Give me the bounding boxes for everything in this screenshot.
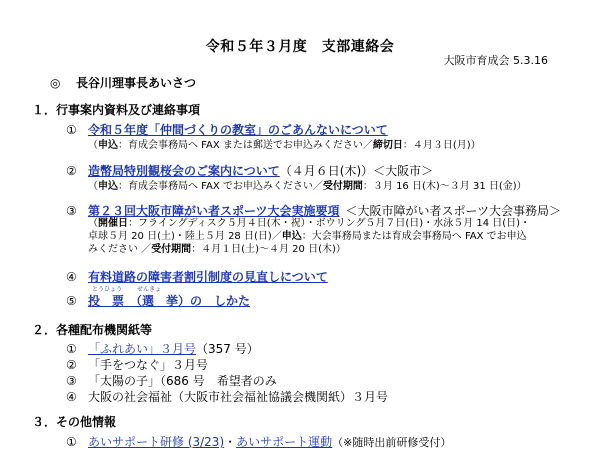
event-item-1	[66, 121, 388, 138]
greeting-heading	[50, 74, 196, 91]
toll-discount-link[interactable]: 有料道路の障害者割引制度の見直しについて	[88, 270, 328, 284]
note-text: みください ／	[88, 244, 152, 255]
note-text: ：育成会事務局へ FAX または郵送でお申込みください／	[118, 140, 373, 151]
event-item-3-note-line-3	[88, 243, 346, 256]
item-tail: （357 号）	[196, 342, 259, 356]
item-number: ④	[66, 270, 77, 284]
note-text: ：４月３日(月)）	[402, 140, 481, 151]
note-label: 申込	[98, 140, 118, 151]
note-text: ：３月 16 日(木)～３月 31 日(金)）	[362, 181, 527, 192]
event-item-5	[66, 292, 250, 309]
note-text: ：育成会事務局へ FAX でお申込みください／	[118, 181, 323, 192]
note-label: 受付期間	[322, 181, 363, 192]
note-label: 開催日	[98, 218, 128, 229]
item-number: ①	[66, 342, 77, 356]
sports-meet-link[interactable]: 第２３回大阪市障がい者スポーツ大会実施要項	[88, 204, 340, 218]
note-text: 卓球５月 20 日(土)・陸上５月 28 日(日)／	[88, 231, 282, 242]
publication-item-1	[66, 340, 259, 357]
section-3-title: ３．その他情報	[32, 415, 117, 429]
item-number: ①	[66, 435, 77, 449]
section-2-title: ２．各種配布機関紙等	[32, 323, 153, 337]
greeting-text: 長谷川理事長あいさつ	[76, 76, 197, 90]
event-item-4	[66, 268, 328, 285]
ruby-senkyo: せんきょ	[137, 286, 162, 293]
organization-date: 大阪市育成会 5.3.16	[443, 54, 548, 67]
item-text: 「手をつなぐ」３月号	[88, 358, 209, 372]
note-label: 申込	[281, 231, 302, 242]
ruby-touhyou: とうひょう	[92, 286, 123, 293]
note-label: 締切日	[372, 140, 403, 151]
note-text: ：大会事務局または育成会事務局へ FAX でお申込	[301, 231, 527, 242]
item-tail: （※随時出前研修受付）	[332, 436, 452, 449]
other-info-item-1	[66, 433, 451, 450]
publication-item-2	[66, 356, 208, 373]
event-item-3-note-line-2	[88, 230, 527, 243]
event-item-3-note-line-1: （開催日：フライングディスク５月４日(木・祝）・ボウリング５月７日(日)・水泳５月 14 日(日)・	[88, 218, 531, 229]
item-number: ③	[66, 374, 77, 388]
note-text: ：フライングディスク５月４日(木・祝）・ボウリング５月７日(日)・水泳５月 14 日(日)・	[128, 218, 531, 229]
event-item-2	[66, 162, 433, 179]
item-number: ⑤	[66, 294, 77, 308]
fureai-link[interactable]: 「ふれあい」３月号	[88, 342, 197, 356]
item-text: 大阪の社会福祉（大阪市社会福祉協議会機関紙）３月号	[88, 390, 389, 404]
publication-item-3	[66, 372, 277, 389]
ai-support-training-link[interactable]: あいサポート研修 (3/23)	[88, 435, 225, 449]
item-tail: （４月６日(木)）＜大阪市＞	[279, 164, 434, 178]
item-number: ②	[66, 358, 77, 372]
item-tail: ＜大阪市障がい者スポーツ大会事務局＞	[345, 204, 562, 218]
item-number: ④	[66, 390, 77, 404]
publication-item-4	[66, 388, 388, 405]
item-number: ①	[66, 123, 77, 137]
note-label: 申込	[98, 181, 118, 192]
mint-cherry-blossom-link[interactable]: 造幣局特別観桜会のご案内について	[88, 164, 280, 178]
item-number: ③	[66, 204, 77, 218]
document-title: 令和５年３月度 支部連絡会	[205, 39, 395, 55]
note-text: ：４月１日(土)～４月 20 日(木)）	[191, 244, 346, 255]
voting-guide-link[interactable]: 投 票 （選 挙）の しかた	[88, 294, 251, 308]
ai-support-movement-link[interactable]: あいサポート運動	[236, 435, 333, 449]
separator: ・	[224, 435, 237, 449]
class-guide-link[interactable]: 令和５年度「仲間づくりの教室」のごあんないについて	[88, 123, 388, 137]
item-number: ②	[66, 164, 77, 178]
note-label: 受付期間	[151, 244, 192, 255]
section-1-title: １．行事案内資料及び連絡事項	[32, 103, 201, 117]
event-item-1-note: （申込：育成会事務局へ FAX または郵送でお申込みください／締切日：４月３日(月)）	[88, 140, 481, 151]
double-circle-icon: ◎	[50, 76, 61, 90]
item-text: 「太陽の子」（686 号 希望者のみ	[88, 374, 277, 388]
event-item-2-note: （申込：育成会事務局へ FAX でお申込みください／受付期間：３月 16 日(木)～３月 31 日(金)）	[88, 181, 527, 192]
